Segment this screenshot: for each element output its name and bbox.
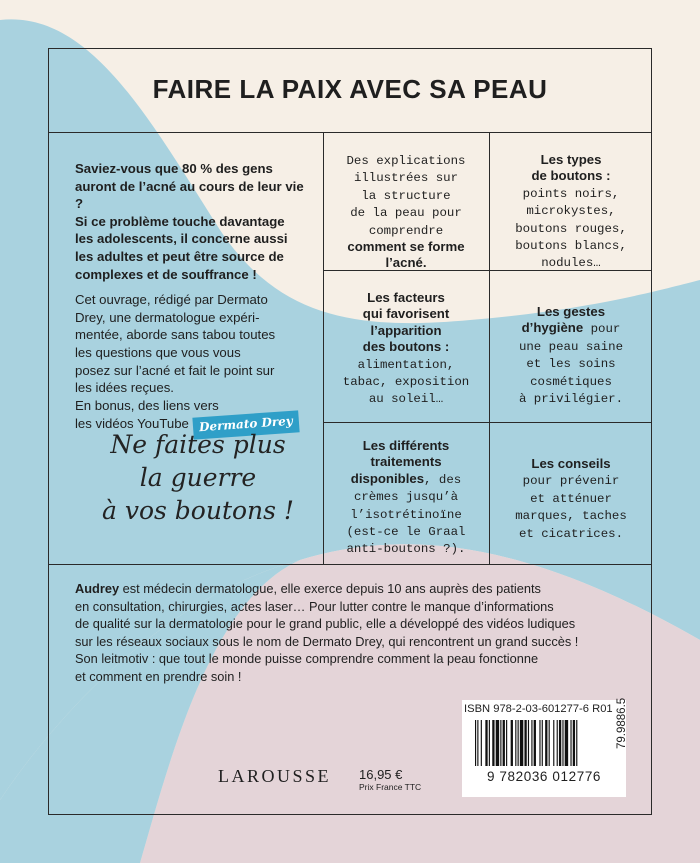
feature-line: disponibles, des [350,470,462,487]
barcode [475,720,615,766]
feature-line: qui favorisent [362,306,450,322]
slogan: Ne faites plus la guerre à vos boutons ! [102,430,294,525]
barcode-bar [559,720,561,766]
barcode-bar [511,720,513,766]
feature-line: marques, taches [515,509,627,524]
feature-line: l’apparition [370,322,442,338]
feature-cell-types [495,152,647,272]
barcode-bar [520,720,523,766]
barcode-bar [518,720,519,766]
divider-col1 [323,132,324,564]
feature-line: Les différents [362,438,450,453]
barcode-bar [477,720,478,766]
isbn: ISBN 978-2-03-601277-6 R01 [464,703,613,715]
feature-line: des boutons : [362,339,450,355]
author-name: Audrey [75,581,120,596]
barcode-bar [534,720,536,766]
intro-description: Cet ouvrage, rédigé par Dermato Drey, une dermatologue expéri- mentée, aborde sans tabou toutes les questions que vous vous posez sur l’acné et fait le point sur les idées reçues. En bonus, des liens vers les vidéos YouTube Dermato Drey [75,291,315,436]
feature-line: Les conseils [531,456,611,471]
feature-line: de la peau pour [350,206,462,221]
feature-line: comment se forme [347,239,465,255]
price: 16,95 € [359,767,403,782]
feature-cell-explications [330,152,482,272]
divider-bio [48,564,652,565]
feature-line: et les soins [526,357,616,372]
feature-line: microkystes, [526,204,616,219]
barcode-bar [531,720,532,766]
barcode-bar [545,720,547,766]
barcode-bar [506,720,507,766]
barcode-bar [503,720,505,766]
price-note: Prix France TTC [359,782,422,792]
feature-line: (est-ce le Graal [346,525,466,540]
dermato-drey-badge: Dermato Drey [192,411,299,440]
feature-line: crèmes jusqu’à [353,490,459,505]
barcode-bar [542,720,543,766]
feature-line: cosmétiques [530,374,612,389]
book-title: FAIRE LA PAIX AVEC SA PEAU [152,74,548,104]
barcode-bar [492,720,494,766]
feature-line: une peau saine [518,339,624,354]
barcode-bar [557,720,558,766]
divider-title [48,132,652,133]
barcode-bar [553,720,554,766]
feature-cell-hygiene [495,304,647,407]
feature-line: illustrées sur [353,171,459,186]
feature-cell-facteurs [330,290,482,408]
author-bio: Audrey est médecin dermatologue, elle exerce depuis 10 ans auprès des patients en consultation, chirurgies, actes laser… Pour lutter contre le manque d’informations de qualité sur la dermatologie pour le grand public, elle a développé des vidéos ludiques sur les réseaux sociaux sous le nom de Dermato Drey, qui rencontrent un grand succès ! Son leitmotiv : que tout le monde puisse comprendre comment la peau fonctionne et comment en prendre soin ! [75,581,579,684]
barcode-bar [515,720,516,766]
feature-line: alimentation, [357,357,455,372]
barcode-bar [524,720,526,766]
barcode-bar [489,720,490,766]
feature-line: d’hygiène pour [521,320,621,337]
barcode-bar [539,720,540,766]
ean-number: 9 782036 012776 [486,769,602,784]
barcode-bar [485,720,487,766]
intro-bold-paragraph: Saviez-vous que 80 % des gens auront de l’acné au cours de leur vie ? Si ce problème touche davantage les adolescents, il concerne aussi les adultes et peut être source de complexes et de souffrance ! [75,161,304,282]
barcode-bar [496,720,499,766]
divider-row2 [323,422,652,423]
barcode-bar [481,720,482,766]
feature-line: points noirs, [522,186,620,201]
feature-line: nodules… [541,256,601,271]
feature-line: au soleil… [368,392,444,407]
barcode-bar [562,720,563,766]
divider-col2 [489,132,490,564]
feature-line: pour prévenir [522,474,620,489]
feature-line: Les types [540,152,602,167]
feature-line: Des explications [346,154,466,168]
barcode-bar [576,720,577,766]
feature-line: et cicatrices. [518,526,624,541]
barcode-bar [528,720,529,766]
feature-line: Les gestes [536,304,606,319]
feature-line: tabac, exposition [342,375,470,390]
feature-line: et atténuer [530,491,612,506]
feature-line: comprendre [368,223,444,238]
feature-cell-conseils [495,456,647,542]
internal-code: 79.9886.5 [616,697,628,749]
barcode-bar [570,720,571,766]
barcode-bar [573,720,575,766]
feature-cell-traitements [330,438,482,558]
feature-line: l’isotrétinoïne [350,507,462,522]
feature-line: à privilégier. [518,392,624,407]
feature-line: Les facteurs [367,290,445,305]
publisher-logo: LAROUSSE [218,766,332,786]
barcode-bar [500,720,501,766]
feature-line: boutons blancs, [515,239,627,254]
feature-line: de boutons : [531,168,611,184]
feature-line: anti-boutons ?). [346,542,466,557]
barcode-bar [475,720,476,766]
feature-line: l’acné. [385,255,427,271]
feature-line: la structure [361,188,451,203]
barcode-bar [549,720,550,766]
barcode-bar [565,720,568,766]
intro-text [75,160,315,436]
feature-line: traitements [370,454,442,470]
feature-line: boutons rouges, [515,221,627,236]
